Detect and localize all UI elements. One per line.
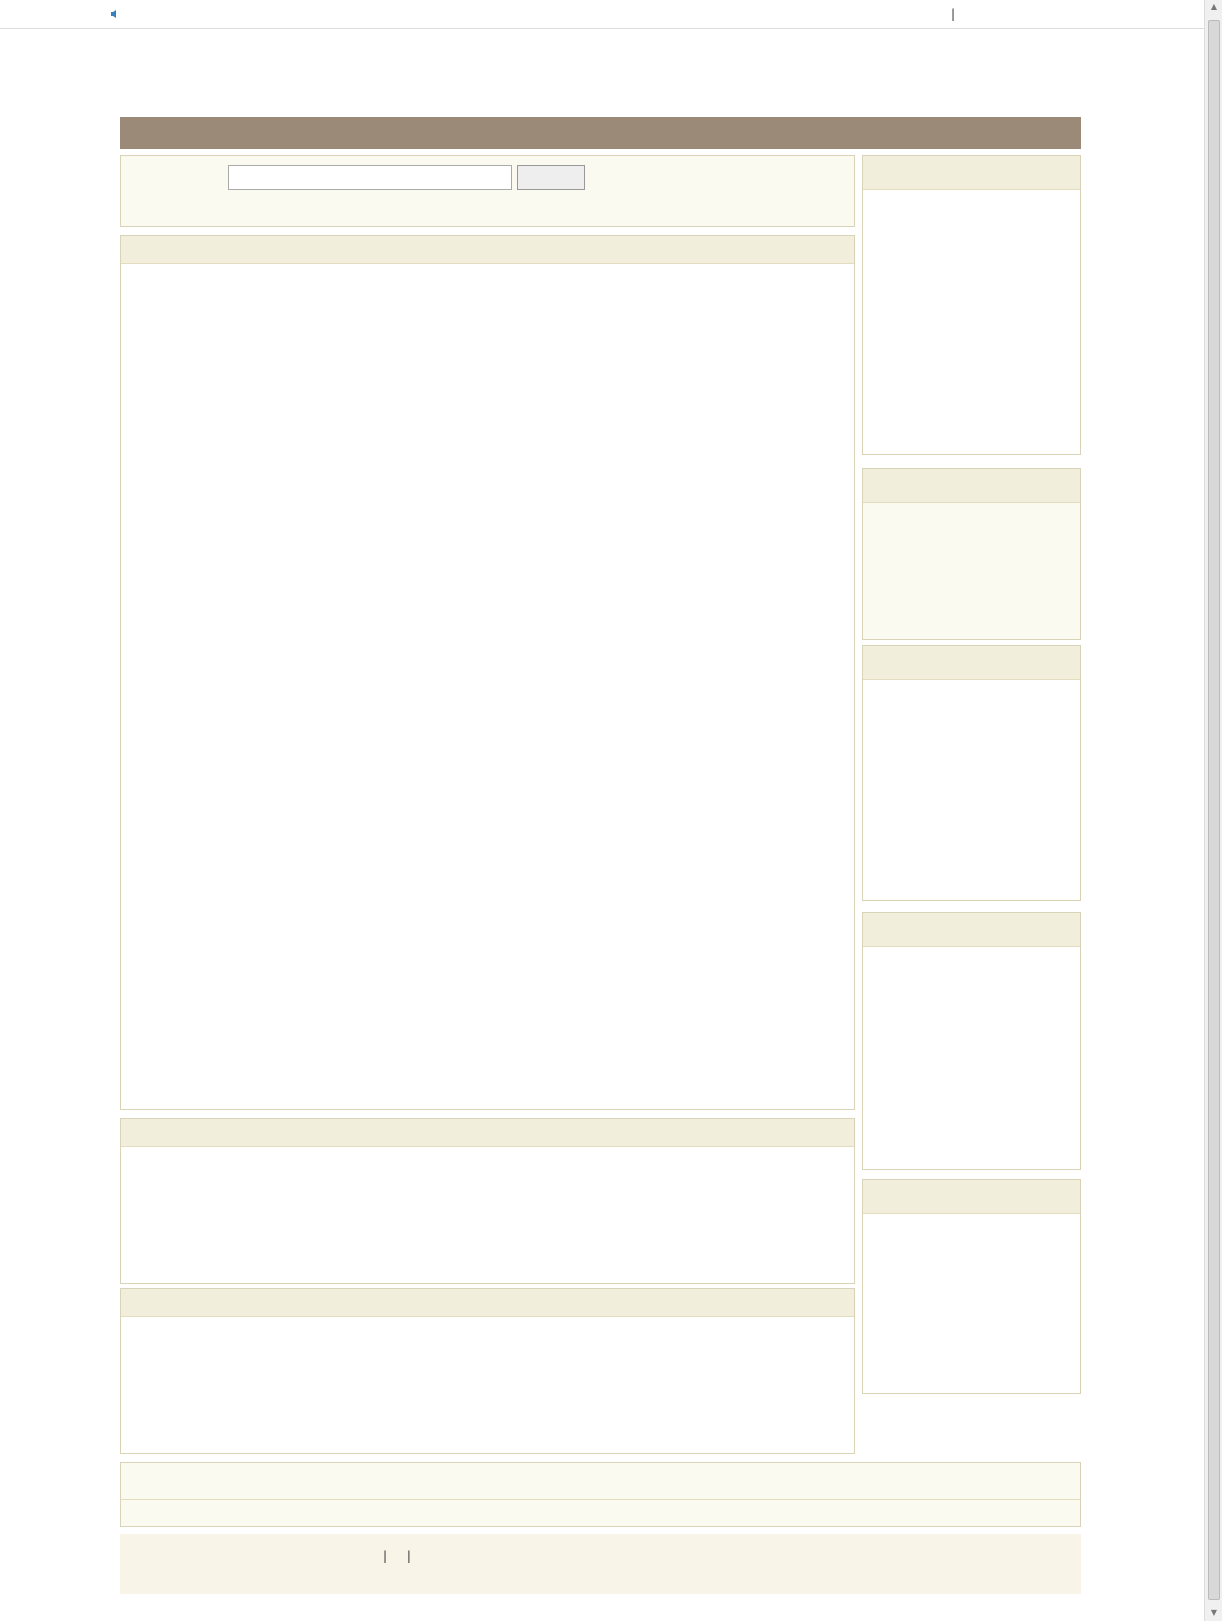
sleep-panel bbox=[862, 645, 1081, 901]
footer-links: | | bbox=[383, 1549, 411, 1563]
scrollbar[interactable] bbox=[1204, 0, 1222, 1621]
search-panel bbox=[120, 155, 855, 227]
friend-links-panel bbox=[120, 1462, 1081, 1527]
featured-panel bbox=[120, 1118, 855, 1284]
tools-panel bbox=[862, 468, 1081, 640]
omen-panel bbox=[862, 912, 1081, 1170]
scroll-down-icon[interactable]: ▼ bbox=[1210, 1608, 1218, 1617]
search-button[interactable] bbox=[517, 165, 585, 190]
scroll-up-icon[interactable]: ▲ bbox=[1210, 2, 1218, 11]
culture-panel bbox=[120, 1288, 855, 1454]
footer bbox=[120, 1534, 1081, 1594]
main-nav bbox=[120, 117, 1081, 149]
theme-panel bbox=[120, 235, 855, 1110]
scroll-thumb[interactable] bbox=[1208, 20, 1220, 1600]
search-input[interactable] bbox=[228, 165, 512, 190]
speaker-icon bbox=[110, 9, 120, 19]
sex-panel bbox=[862, 1179, 1081, 1394]
top-bar: | bbox=[0, 0, 1204, 29]
latest-panel bbox=[862, 155, 1081, 455]
